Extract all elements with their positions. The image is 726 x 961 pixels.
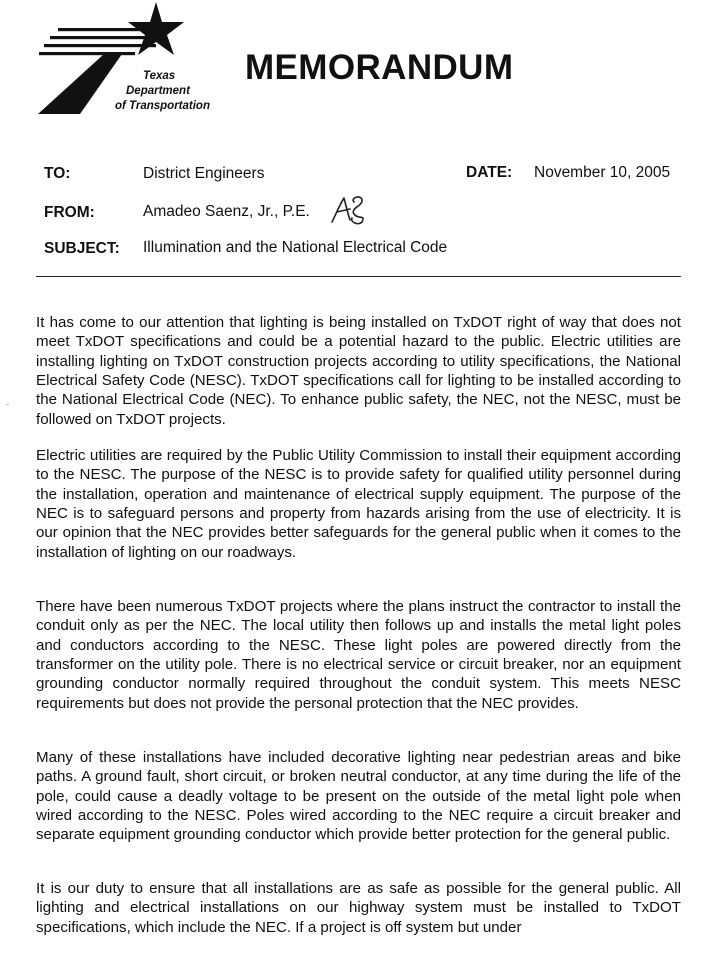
date-label: DATE:	[466, 164, 513, 181]
from-value: Amadeo Saenz, Jr., P.E.	[143, 203, 310, 220]
body-paragraph-2: Electric utilities are required by the Public Utility Commission to install their equipment according to the NESC. The purpose of the NESC is to provide safety for qualified utility personnel during the installation, operation and maintenance of electrical supply equipment. The purpose of the NEC is to safeguard persons and property from hazards arising from the use of electricity. It is our opinion that the NEC provides better safeguards for the general public when it comes to the installation of lighting on our roadways.	[36, 447, 681, 561]
to-value: District Engineers	[143, 165, 265, 182]
body-paragraph-5: It is our duty to ensure that all installations are as safe as possible for the general public. All lighting and electrical installations on our highway system must be installed to TxDOT specifications, which include the NEC. If a project is off system but under	[36, 880, 681, 936]
subject-value: Illumination and the National Electrical Code	[143, 239, 448, 256]
handwritten-initials-signature	[328, 192, 368, 226]
subject-label: SUBJECT:	[44, 240, 120, 257]
date-value: November 10, 2005	[534, 164, 671, 181]
logo-text-transportation: of Transportation	[115, 100, 210, 112]
from-label: FROM:	[44, 204, 95, 221]
txdot-logo	[36, 2, 210, 120]
header-divider	[36, 276, 681, 277]
body-paragraph-4: Many of these installations have included decorative lighting near pedestrian areas and bike paths. A ground fault, short circuit, or broken neutral conductor, at any time during the life of the pole, could cause a deadly voltage to be present on the outside of the metal light pole when wired according to the NESC. Poles wired according to the NEC require a circuit breaker and separate equipment grounding conductor which provide better protection for the general public.	[36, 749, 681, 844]
logo-text-texas: Texas	[143, 70, 176, 82]
memo-title: MEMORANDUM	[245, 48, 514, 87]
scan-speck	[6, 404, 9, 405]
logo-text-department: Department	[126, 85, 190, 97]
to-label: TO:	[44, 165, 71, 182]
body-paragraph-1: It has come to our attention that lighting is being installed on TxDOT right of way that does not meet TxDOT specifications and could be a potential hazard to the public. Electric utilities are installing lighting on TxDOT construction projects according to utility specifications, the National Electrical Safety Code (NESC). TxDOT specifications call for lighting to be installed according to the National Electrical Code (NEC). To enhance public safety, the NEC, not the NESC, must be followed on TxDOT projects.	[36, 314, 681, 428]
body-paragraph-3: There have been numerous TxDOT projects where the plans instruct the contractor to install the conduit only as per the NEC. The local utility then follows up and installs the metal light poles and conductors according to the NESC. These light poles are powered directly from the transformer on the utility pole. There is no electrical service or circuit breaker, nor an equipment grounding conductor normally required throughout the conduit system. This meets NESC requirements but does not provide the personal protection that the NEC provides.	[36, 598, 681, 712]
